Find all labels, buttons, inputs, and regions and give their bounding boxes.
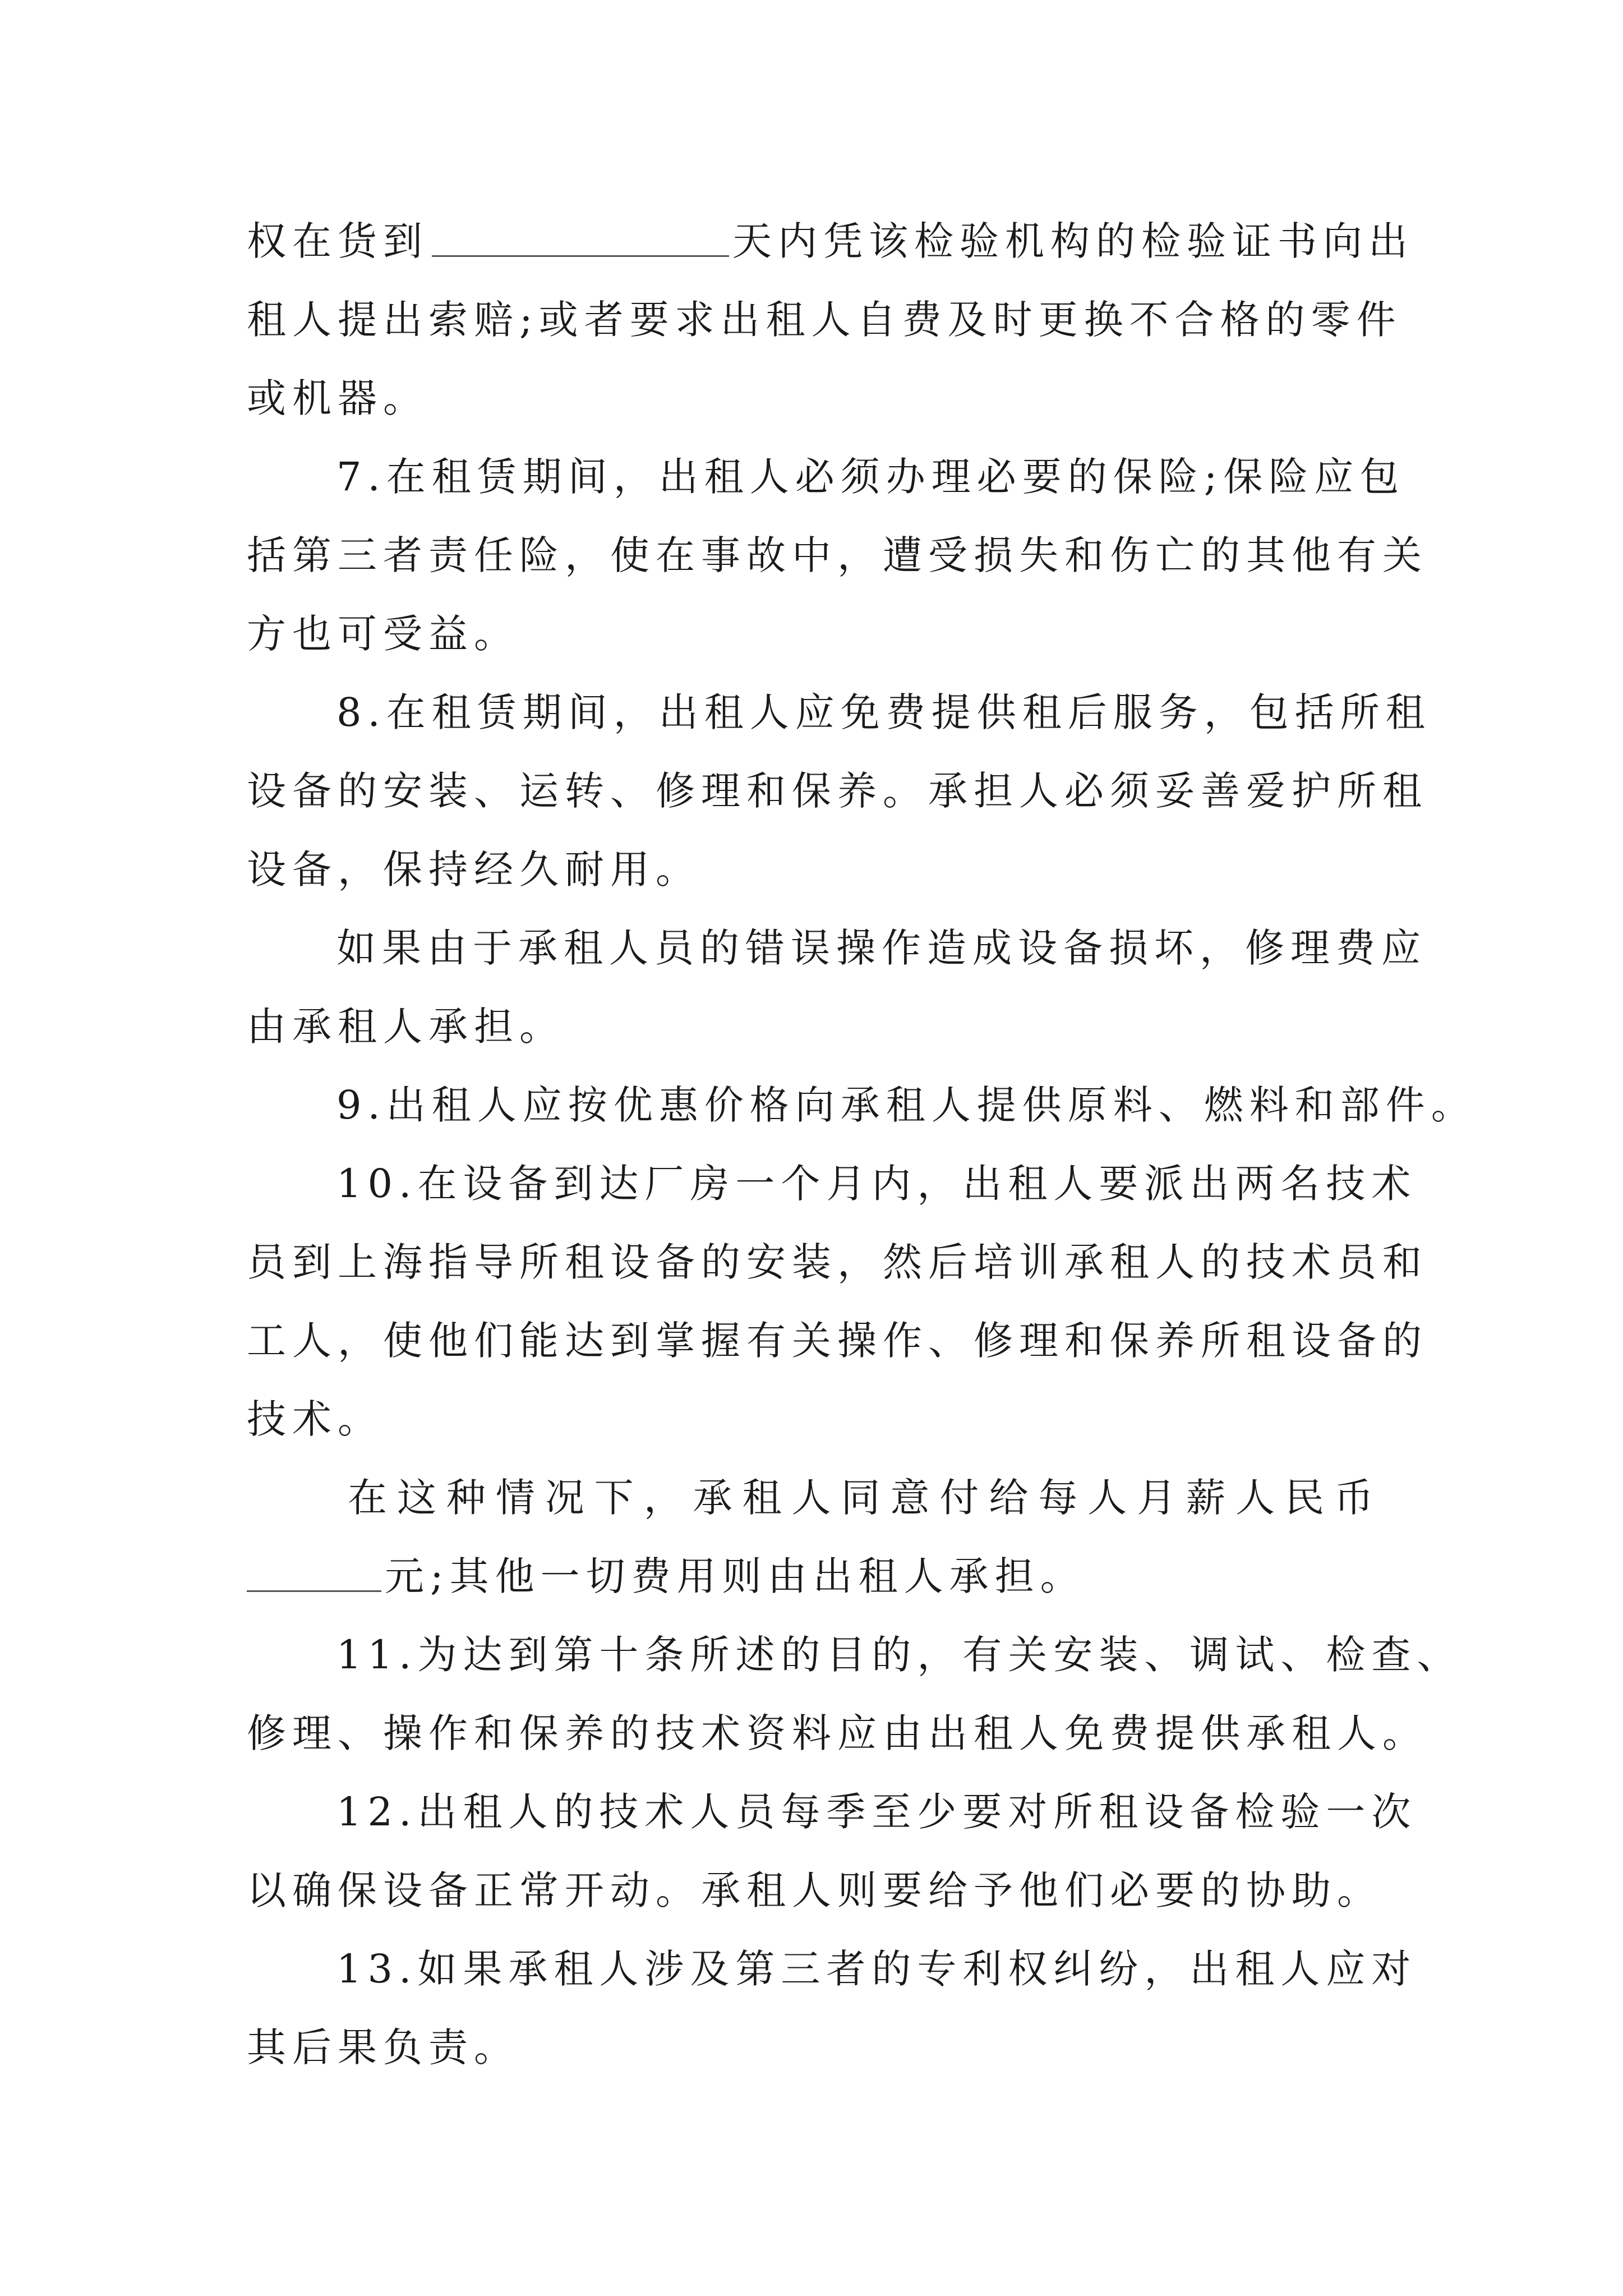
text-line: 设备，保持经久耐用。 bbox=[247, 846, 701, 892]
text-fragment: 权在货到 bbox=[247, 218, 428, 264]
text-line: 以确保设备正常开动。承租人则要给予他们必要的协助。 bbox=[247, 1867, 1382, 1913]
text-line: 租人提出索赔;或者要求出租人自费及时更换不合格的零件 bbox=[247, 297, 1402, 343]
text-line: 其后果负责。 bbox=[247, 2024, 519, 2070]
clause-7-line: 7.在租赁期间，出租人必须办理必要的保险;保险应包 bbox=[336, 454, 1405, 500]
text-fragment: 天内凭该检验机构的检验证书向出 bbox=[732, 218, 1414, 264]
paragraph-line: 在这种情况下，承租人同意付给每人月薪人民币 bbox=[348, 1475, 1380, 1521]
clause-8-line: 8.在租赁期间，出租人应免费提供租后服务，包括所租 bbox=[336, 689, 1431, 735]
text-line: 方也可受益。 bbox=[247, 611, 519, 657]
text-line: 由承租人承担。 bbox=[247, 1004, 565, 1050]
text-fragment: 元;其他一切费用则由出租人承担。 bbox=[385, 1553, 1086, 1599]
text-line: 技术。 bbox=[247, 1396, 383, 1442]
fill-in-blank-salary bbox=[247, 1551, 381, 1592]
text-line: 员到上海指导所租设备的安装，然后培训承租人的技术员和 bbox=[247, 1239, 1428, 1285]
text-line: 修理、操作和保养的技术资料应由出租人免费提供承租人。 bbox=[247, 1710, 1428, 1756]
clause-12-line: 12.出租人的技术人员每季至少要对所租设备检验一次 bbox=[336, 1789, 1417, 1835]
clause-9-line: 9.出租人应按优惠价格向承租人提供原料、燃料和部件。 bbox=[336, 1082, 1477, 1128]
text-line bbox=[247, 1548, 1380, 1604]
text-line: 工人，使他们能达到掌握有关操作、修理和保养所租设备的 bbox=[247, 1318, 1428, 1364]
text-line bbox=[247, 213, 1414, 269]
fill-in-blank-days bbox=[432, 216, 729, 257]
text-line: 或机器。 bbox=[247, 375, 428, 421]
text-line: 括第三者责任险，使在事故中，遭受损失和伤亡的其他有关 bbox=[247, 532, 1428, 578]
text-line: 设备的安装、运转、修理和保养。承担人必须妥善爱护所租 bbox=[247, 768, 1428, 814]
clause-10-line: 10.在设备到达厂房一个月内，出租人要派出两名技术 bbox=[336, 1161, 1417, 1207]
paragraph-line: 如果由于承租人员的错误操作造成设备损坏，修理费应 bbox=[336, 925, 1427, 971]
clause-13-line: 13.如果承租人涉及第三者的专利权纠纷，出租人应对 bbox=[336, 1946, 1417, 1992]
clause-11-line: 11.为达到第十条所述的目的，有关安装、调试、检查、 bbox=[336, 1632, 1463, 1678]
